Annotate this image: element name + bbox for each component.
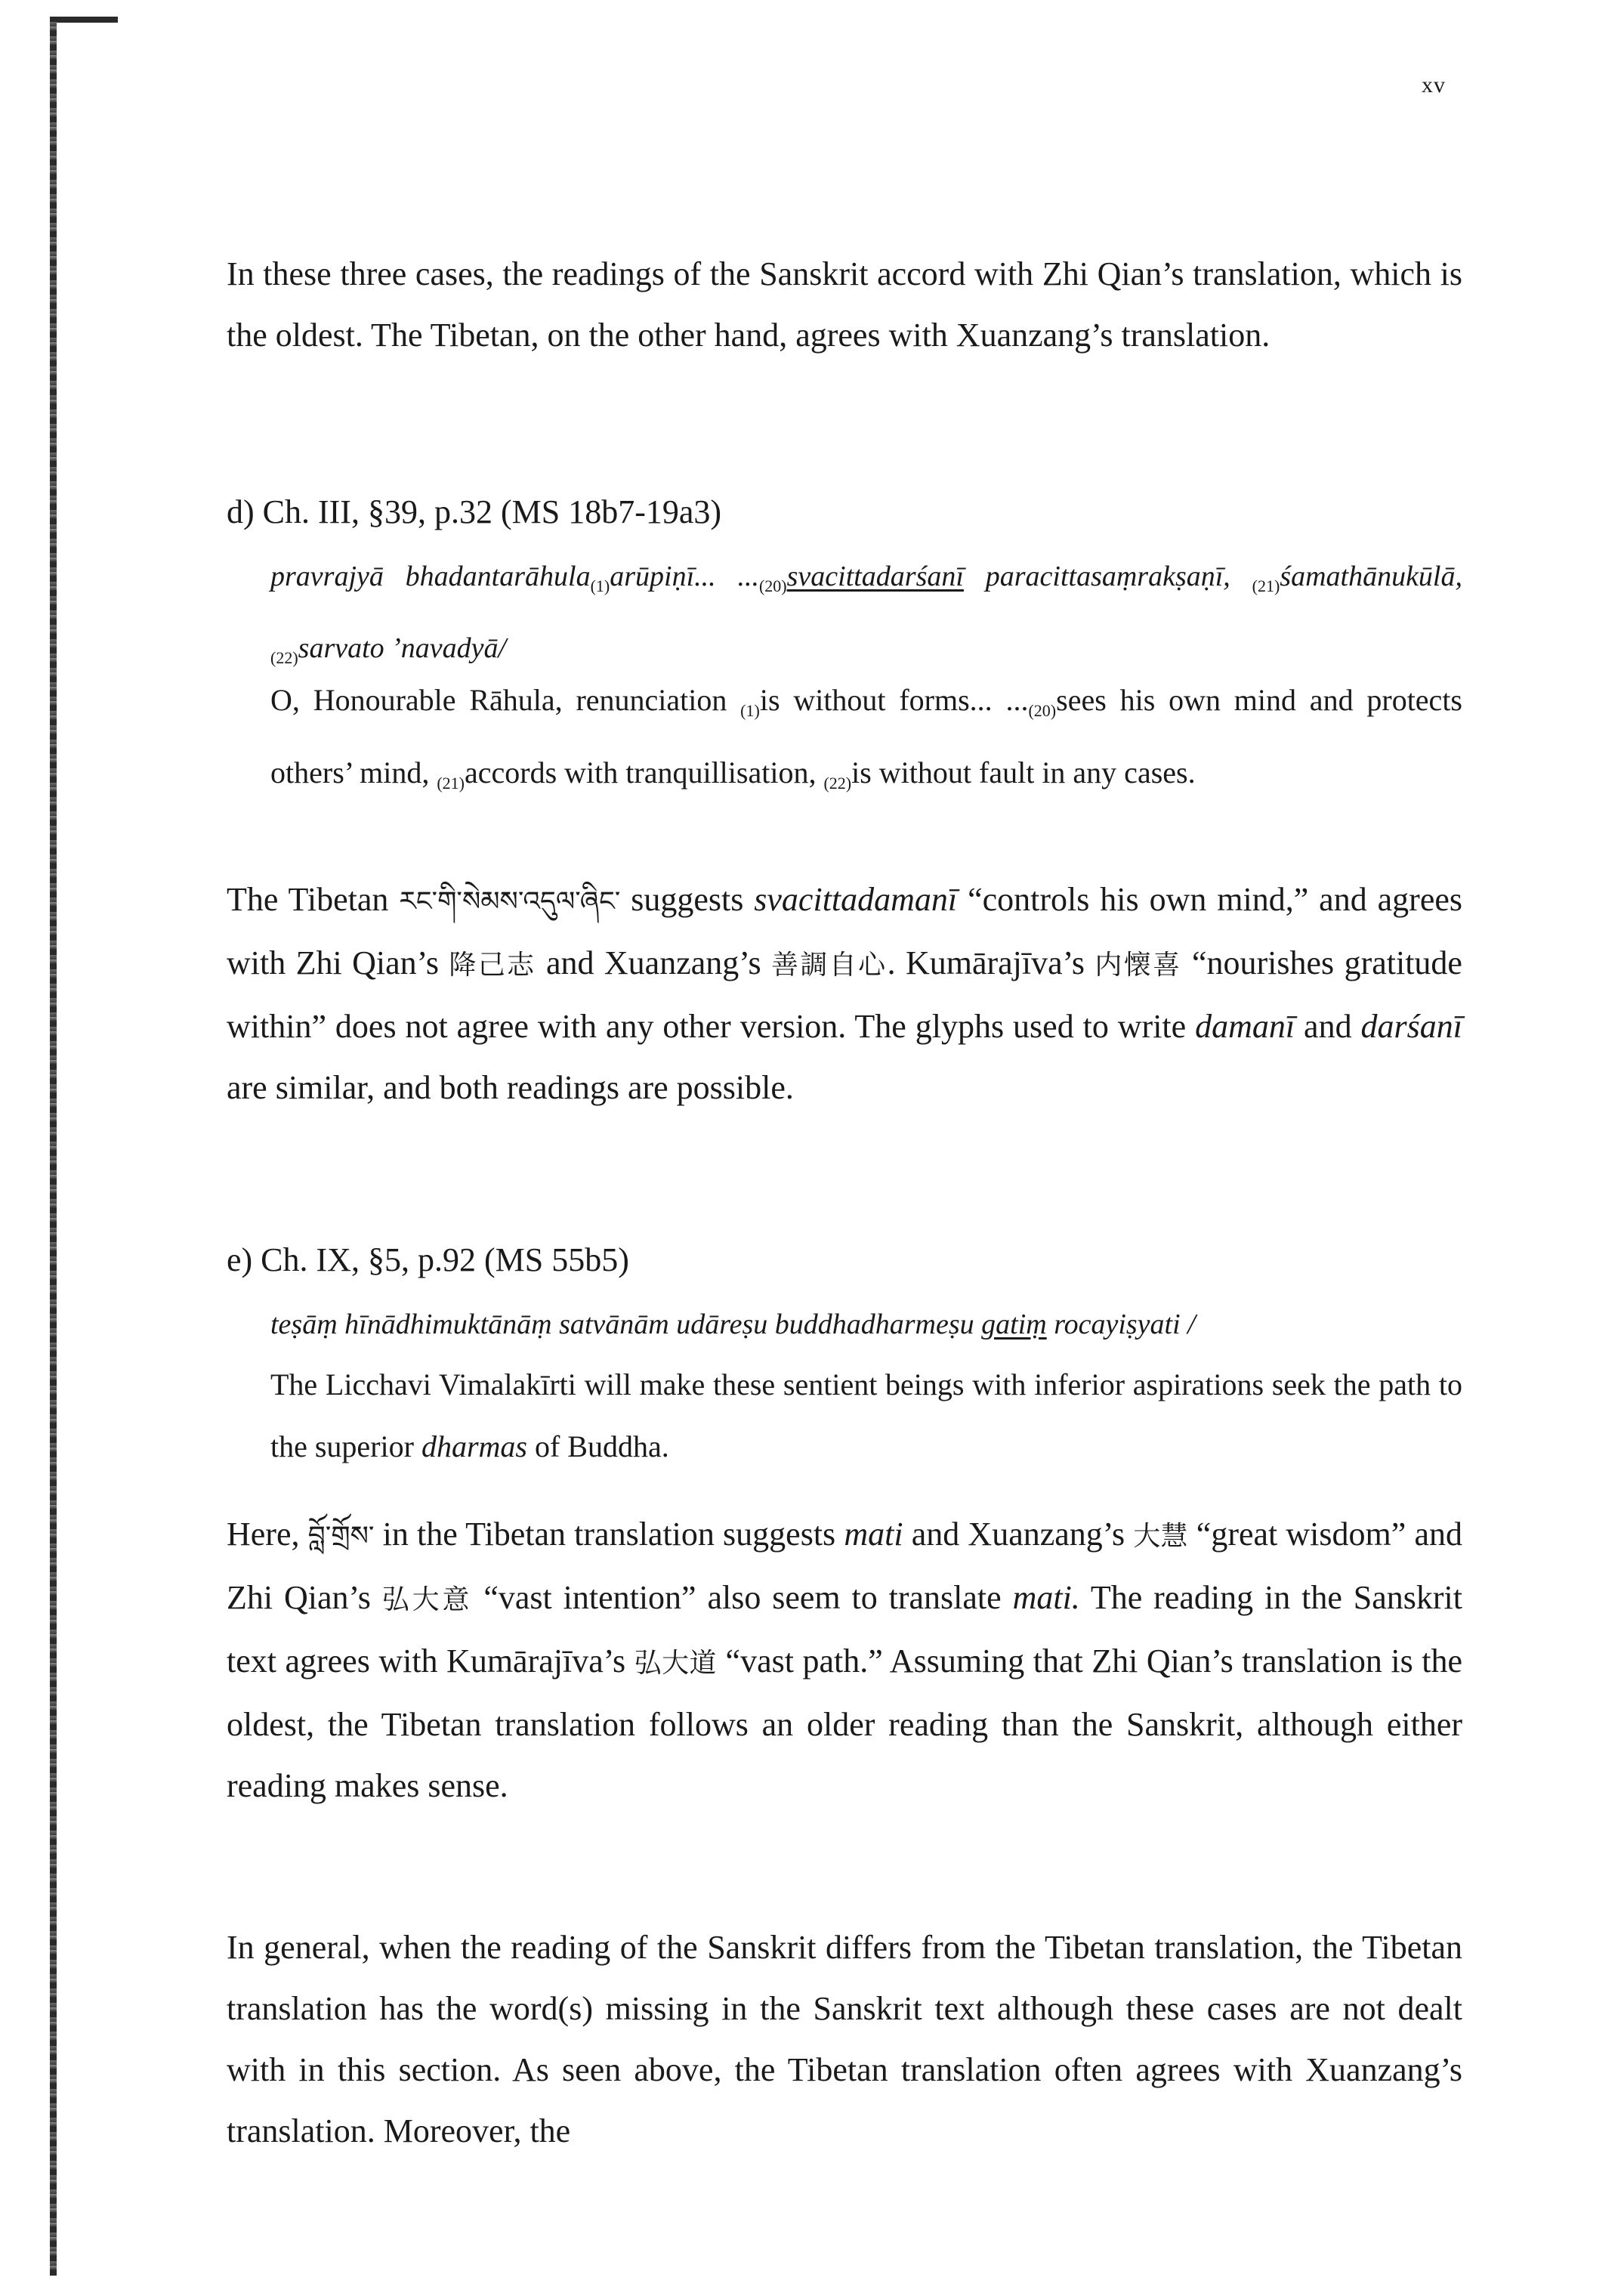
- example-e-translation: [270, 1354, 1462, 1478]
- chinese-phrase: 弘大道: [634, 1648, 718, 1679]
- example-e-heading: e) Ch. IX, §5, p.92 (MS 55b5): [227, 1241, 629, 1278]
- sanskrit-term: dharmas: [421, 1429, 527, 1463]
- sanskrit-term: mati.: [1012, 1579, 1080, 1616]
- translation-text: O, Honourable Rāhula, renunciation: [270, 683, 741, 717]
- note-marker: (1): [590, 576, 610, 595]
- translation-text: is without forms... ...: [759, 683, 1029, 717]
- discussion-text: in the Tibetan translation suggests: [374, 1516, 844, 1553]
- discussion-text: and Xuanzang’s: [536, 944, 771, 981]
- note-marker: (22): [270, 648, 298, 667]
- discussion-text: Here,: [227, 1516, 308, 1553]
- discussion-text: “nourishes gratitude within” does not agree with any other version. The glyphs used to write: [227, 944, 1462, 1045]
- example-d-discussion: [227, 869, 1462, 1118]
- example-d-sanskrit: [270, 545, 1462, 689]
- discussion-text: The reading in the Sanskrit text agrees with Kumārajīva’s: [227, 1579, 1462, 1680]
- example-e-sanskrit: [270, 1293, 1462, 1355]
- underlined-term: gatiṃ: [981, 1309, 1047, 1340]
- page-number: xv: [1422, 73, 1446, 97]
- sanskrit-text: teṣāṃ hīnādhimuktānāṃ satvānām udāreṣu buddhadharmeṣu: [270, 1309, 982, 1340]
- translation-text: of Buddha.: [526, 1429, 669, 1463]
- chinese-phrase: 弘大意: [381, 1584, 473, 1615]
- discussion-text: The Tibetan: [227, 881, 400, 918]
- sanskrit-text: paracittasaṃrakṣaṇī,: [963, 561, 1252, 592]
- chinese-phrase: 大慧: [1133, 1521, 1188, 1552]
- discussion-text: and Xuanzang’s: [903, 1516, 1134, 1553]
- sanskrit-term: mati: [844, 1516, 903, 1553]
- note-marker: (22): [823, 774, 852, 793]
- example-e-discussion: [227, 1503, 1462, 1816]
- tibetan-phrase: རང་གི་སེམས་འདུལ་ཞིང་: [399, 886, 621, 917]
- binding-edge-top: [50, 17, 118, 23]
- note-marker: (21): [437, 774, 465, 793]
- note-marker: (20): [758, 576, 787, 595]
- discussion-text: “controls his own mind,” and agrees with Zhi Qian’s: [227, 881, 1463, 981]
- sanskrit-text: pravrajyā bhadantarāhula: [270, 561, 591, 592]
- note-marker: (21): [1252, 576, 1280, 595]
- discussion-text: . Kumārajīva’s: [887, 944, 1095, 981]
- translation-text: The Licchavi Vimalakīrti will make these sentient beings with inferior aspirations seek the path to the superior: [270, 1367, 1462, 1463]
- sanskrit-text: arūpiṇī... ...: [610, 561, 759, 592]
- chinese-phrase: 内懐喜: [1095, 950, 1182, 981]
- chinese-phrase: 降己志: [449, 950, 536, 981]
- tibetan-phrase: བློ་གྲོས་: [307, 1521, 375, 1552]
- sanskrit-term: damanī: [1195, 1008, 1295, 1045]
- translation-text: is without fault in any cases.: [851, 756, 1196, 790]
- underlined-term: svacittadarśanī: [786, 561, 964, 592]
- discussion-text: suggests: [620, 881, 755, 918]
- example-d-heading: d) Ch. III, §39, p.32 (MS 18b7-19a3): [227, 493, 722, 530]
- note-marker: (20): [1028, 701, 1057, 720]
- discussion-text: “vast path.” Assuming that Zhi Qian’s translation is the oldest, the Tibetan translation follows an older reading than the Sanskrit, although either reading makes sense.: [227, 1642, 1462, 1804]
- translation-text: sees his own mind and protects others’ mind,: [270, 683, 1462, 790]
- discussion-text: are similar, and both readings are possible.: [227, 1069, 794, 1106]
- chinese-phrase: 善調自心: [771, 950, 888, 981]
- binding-edge: [50, 17, 57, 2276]
- sanskrit-text: rocayiṣyati /: [1046, 1309, 1196, 1340]
- sanskrit-text: śamathānukūlā,: [1280, 561, 1462, 592]
- discussion-text: “great wisdom” and Zhi Qian’s: [227, 1516, 1462, 1616]
- translation-text: accords with tranquillisation,: [465, 756, 824, 790]
- note-marker: (1): [740, 701, 760, 720]
- sanskrit-term: svacittadamanī: [754, 881, 958, 918]
- sanskrit-text: sarvato ’navadyā/: [298, 632, 507, 664]
- example-d-translation: [270, 669, 1462, 814]
- conclusion-paragraph: In general, when the reading of the Sanskrit differs from the Tibetan translation, the Tibetan translation has the word(s) missing in the Sanskrit text although these cases are not dealt with in this section. As seen above, the Tibetan translation often agrees with Xuanzang’s translation. Moreover, the: [227, 1929, 1462, 2149]
- discussion-text: “vast intention” also seem to translate: [472, 1579, 1013, 1616]
- intro-paragraph: In these three cases, the readings of the Sanskrit accord with Zhi Qian’s translation, which is the oldest. The Tibetan, on the other hand, agrees with Xuanzang’s translation.: [227, 255, 1462, 354]
- discussion-text: and: [1295, 1008, 1361, 1045]
- sanskrit-term: darśanī: [1360, 1008, 1462, 1045]
